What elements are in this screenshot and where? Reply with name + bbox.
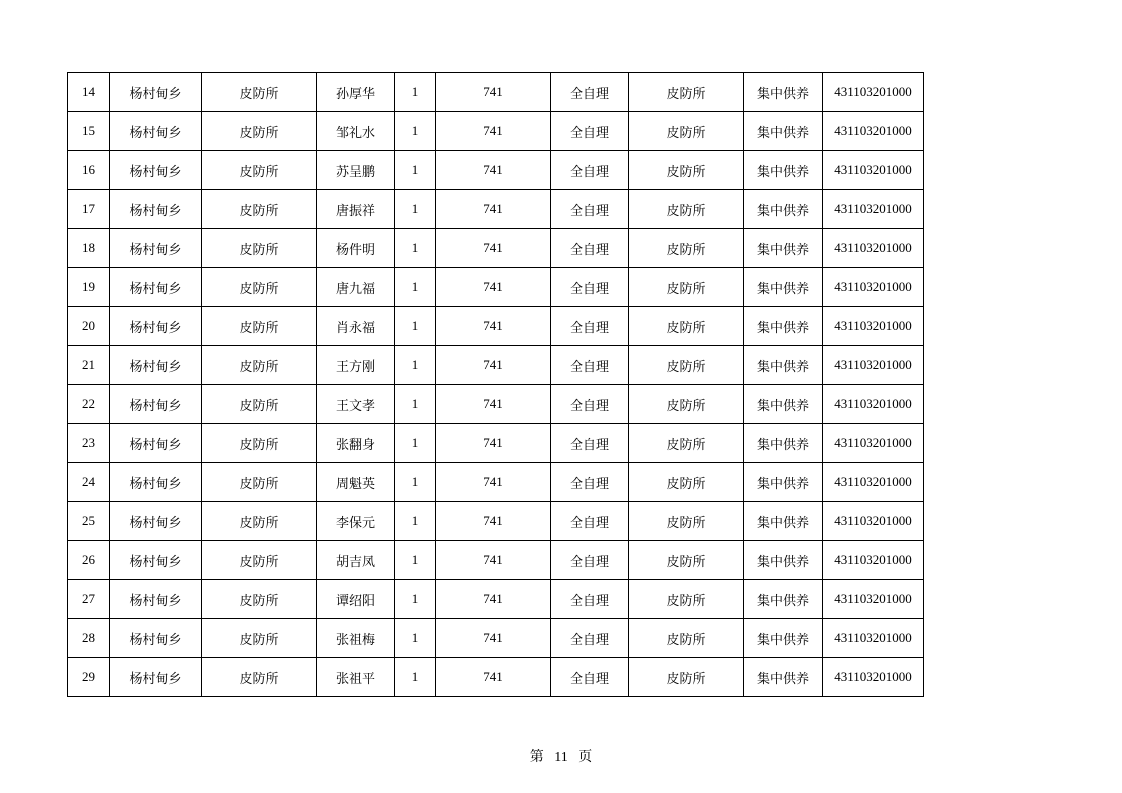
support-mode-cell: 集中供养 [744, 619, 823, 658]
row-index-cell: 16 [68, 151, 110, 190]
count-cell: 1 [395, 268, 436, 307]
care-type-cell: 全自理 [551, 385, 629, 424]
person-name-cell: 孙厚华 [317, 73, 395, 112]
amount-cell: 741 [436, 619, 551, 658]
institution-cell: 皮防所 [202, 619, 317, 658]
township-cell: 杨村甸乡 [110, 229, 202, 268]
support-mode-cell: 集中供养 [744, 346, 823, 385]
care-unit-cell: 皮防所 [629, 580, 744, 619]
area-code-cell: 431103201000 [823, 73, 924, 112]
support-mode-cell: 集中供养 [744, 580, 823, 619]
table-row [68, 658, 924, 697]
person-name-cell: 周魁英 [317, 463, 395, 502]
table-row [68, 502, 924, 541]
count-cell: 1 [395, 190, 436, 229]
row-index-cell: 21 [68, 346, 110, 385]
area-code-cell: 431103201000 [823, 268, 924, 307]
township-cell: 杨村甸乡 [110, 463, 202, 502]
township-cell: 杨村甸乡 [110, 541, 202, 580]
amount-cell: 741 [436, 463, 551, 502]
person-name-cell: 张祖梅 [317, 619, 395, 658]
count-cell: 1 [395, 541, 436, 580]
township-cell: 杨村甸乡 [110, 307, 202, 346]
page-number: 11 [554, 750, 568, 765]
township-cell: 杨村甸乡 [110, 619, 202, 658]
person-name-cell: 李保元 [317, 502, 395, 541]
township-cell: 杨村甸乡 [110, 658, 202, 697]
institution-cell: 皮防所 [202, 229, 317, 268]
table-row [68, 307, 924, 346]
institution-cell: 皮防所 [202, 385, 317, 424]
amount-cell: 741 [436, 502, 551, 541]
person-name-cell: 王方刚 [317, 346, 395, 385]
area-code-cell: 431103201000 [823, 112, 924, 151]
count-cell: 1 [395, 385, 436, 424]
township-cell: 杨村甸乡 [110, 346, 202, 385]
institution-cell: 皮防所 [202, 463, 317, 502]
institution-cell: 皮防所 [202, 190, 317, 229]
care-type-cell: 全自理 [551, 151, 629, 190]
support-mode-cell: 集中供养 [744, 658, 823, 697]
row-index-cell: 28 [68, 619, 110, 658]
table-row [68, 619, 924, 658]
count-cell: 1 [395, 229, 436, 268]
person-name-cell: 唐九福 [317, 268, 395, 307]
area-code-cell: 431103201000 [823, 658, 924, 697]
count-cell: 1 [395, 346, 436, 385]
person-name-cell: 王文孝 [317, 385, 395, 424]
care-unit-cell: 皮防所 [629, 658, 744, 697]
amount-cell: 741 [436, 580, 551, 619]
area-code-cell: 431103201000 [823, 346, 924, 385]
row-index-cell: 24 [68, 463, 110, 502]
table-row [68, 463, 924, 502]
care-unit-cell: 皮防所 [629, 307, 744, 346]
count-cell: 1 [395, 658, 436, 697]
care-unit-cell: 皮防所 [629, 229, 744, 268]
person-name-cell: 唐振祥 [317, 190, 395, 229]
row-index-cell: 26 [68, 541, 110, 580]
person-name-cell: 胡吉凤 [317, 541, 395, 580]
care-type-cell: 全自理 [551, 307, 629, 346]
amount-cell: 741 [436, 307, 551, 346]
support-mode-cell: 集中供养 [744, 268, 823, 307]
count-cell: 1 [395, 619, 436, 658]
row-index-cell: 14 [68, 73, 110, 112]
care-unit-cell: 皮防所 [629, 385, 744, 424]
support-mode-cell: 集中供养 [744, 73, 823, 112]
institution-cell: 皮防所 [202, 580, 317, 619]
page-footer [0, 746, 1122, 766]
row-index-cell: 19 [68, 268, 110, 307]
row-index-cell: 18 [68, 229, 110, 268]
amount-cell: 741 [436, 385, 551, 424]
institution-cell: 皮防所 [202, 73, 317, 112]
count-cell: 1 [395, 73, 436, 112]
support-mode-cell: 集中供养 [744, 502, 823, 541]
person-name-cell: 邹礼水 [317, 112, 395, 151]
care-type-cell: 全自理 [551, 541, 629, 580]
area-code-cell: 431103201000 [823, 580, 924, 619]
township-cell: 杨村甸乡 [110, 151, 202, 190]
township-cell: 杨村甸乡 [110, 502, 202, 541]
care-type-cell: 全自理 [551, 658, 629, 697]
township-cell: 杨村甸乡 [110, 73, 202, 112]
support-mode-cell: 集中供养 [744, 424, 823, 463]
township-cell: 杨村甸乡 [110, 424, 202, 463]
count-cell: 1 [395, 580, 436, 619]
amount-cell: 741 [436, 151, 551, 190]
table-row [68, 73, 924, 112]
care-unit-cell: 皮防所 [629, 502, 744, 541]
person-name-cell: 杨件明 [317, 229, 395, 268]
row-index-cell: 29 [68, 658, 110, 697]
care-unit-cell: 皮防所 [629, 268, 744, 307]
care-unit-cell: 皮防所 [629, 73, 744, 112]
amount-cell: 741 [436, 112, 551, 151]
area-code-cell: 431103201000 [823, 463, 924, 502]
institution-cell: 皮防所 [202, 151, 317, 190]
support-mode-cell: 集中供养 [744, 190, 823, 229]
institution-cell: 皮防所 [202, 268, 317, 307]
care-unit-cell: 皮防所 [629, 619, 744, 658]
table-row [68, 541, 924, 580]
care-type-cell: 全自理 [551, 346, 629, 385]
support-mode-cell: 集中供养 [744, 151, 823, 190]
area-code-cell: 431103201000 [823, 229, 924, 268]
amount-cell: 741 [436, 346, 551, 385]
institution-cell: 皮防所 [202, 658, 317, 697]
area-code-cell: 431103201000 [823, 151, 924, 190]
institution-cell: 皮防所 [202, 424, 317, 463]
table-row [68, 580, 924, 619]
care-unit-cell: 皮防所 [629, 151, 744, 190]
record-table [67, 72, 924, 697]
institution-cell: 皮防所 [202, 502, 317, 541]
support-mode-cell: 集中供养 [744, 541, 823, 580]
care-type-cell: 全自理 [551, 463, 629, 502]
table-row [68, 268, 924, 307]
row-index-cell: 22 [68, 385, 110, 424]
support-mode-cell: 集中供养 [744, 112, 823, 151]
care-type-cell: 全自理 [551, 73, 629, 112]
township-cell: 杨村甸乡 [110, 268, 202, 307]
amount-cell: 741 [436, 424, 551, 463]
table-row [68, 346, 924, 385]
row-index-cell: 20 [68, 307, 110, 346]
count-cell: 1 [395, 502, 436, 541]
person-name-cell: 张翻身 [317, 424, 395, 463]
count-cell: 1 [395, 307, 436, 346]
care-type-cell: 全自理 [551, 619, 629, 658]
table-row [68, 229, 924, 268]
page-label-prefix: 第 [529, 749, 544, 765]
person-name-cell: 肖永福 [317, 307, 395, 346]
amount-cell: 741 [436, 268, 551, 307]
care-type-cell: 全自理 [551, 424, 629, 463]
person-name-cell: 张祖平 [317, 658, 395, 697]
care-type-cell: 全自理 [551, 229, 629, 268]
support-mode-cell: 集中供养 [744, 307, 823, 346]
support-mode-cell: 集中供养 [744, 385, 823, 424]
care-unit-cell: 皮防所 [629, 190, 744, 229]
support-mode-cell: 集中供养 [744, 229, 823, 268]
township-cell: 杨村甸乡 [110, 112, 202, 151]
area-code-cell: 431103201000 [823, 307, 924, 346]
count-cell: 1 [395, 424, 436, 463]
amount-cell: 741 [436, 229, 551, 268]
count-cell: 1 [395, 112, 436, 151]
care-unit-cell: 皮防所 [629, 346, 744, 385]
care-type-cell: 全自理 [551, 268, 629, 307]
institution-cell: 皮防所 [202, 541, 317, 580]
institution-cell: 皮防所 [202, 112, 317, 151]
institution-cell: 皮防所 [202, 307, 317, 346]
table-row [68, 151, 924, 190]
row-index-cell: 17 [68, 190, 110, 229]
count-cell: 1 [395, 151, 436, 190]
amount-cell: 741 [436, 658, 551, 697]
support-mode-cell: 集中供养 [744, 463, 823, 502]
care-unit-cell: 皮防所 [629, 424, 744, 463]
amount-cell: 741 [436, 541, 551, 580]
care-type-cell: 全自理 [551, 580, 629, 619]
township-cell: 杨村甸乡 [110, 385, 202, 424]
area-code-cell: 431103201000 [823, 385, 924, 424]
table-row [68, 190, 924, 229]
township-cell: 杨村甸乡 [110, 190, 202, 229]
record-table-body [68, 73, 924, 697]
page-label-suffix: 页 [578, 749, 593, 765]
table-row [68, 112, 924, 151]
area-code-cell: 431103201000 [823, 619, 924, 658]
area-code-cell: 431103201000 [823, 541, 924, 580]
care-type-cell: 全自理 [551, 190, 629, 229]
care-type-cell: 全自理 [551, 112, 629, 151]
count-cell: 1 [395, 463, 436, 502]
care-unit-cell: 皮防所 [629, 541, 744, 580]
row-index-cell: 15 [68, 112, 110, 151]
person-name-cell: 苏呈鹏 [317, 151, 395, 190]
area-code-cell: 431103201000 [823, 502, 924, 541]
table-row [68, 424, 924, 463]
table-row [68, 385, 924, 424]
person-name-cell: 谭绍阳 [317, 580, 395, 619]
care-type-cell: 全自理 [551, 502, 629, 541]
amount-cell: 741 [436, 190, 551, 229]
row-index-cell: 23 [68, 424, 110, 463]
area-code-cell: 431103201000 [823, 424, 924, 463]
institution-cell: 皮防所 [202, 346, 317, 385]
township-cell: 杨村甸乡 [110, 580, 202, 619]
area-code-cell: 431103201000 [823, 190, 924, 229]
care-unit-cell: 皮防所 [629, 463, 744, 502]
row-index-cell: 25 [68, 502, 110, 541]
care-unit-cell: 皮防所 [629, 112, 744, 151]
row-index-cell: 27 [68, 580, 110, 619]
amount-cell: 741 [436, 73, 551, 112]
